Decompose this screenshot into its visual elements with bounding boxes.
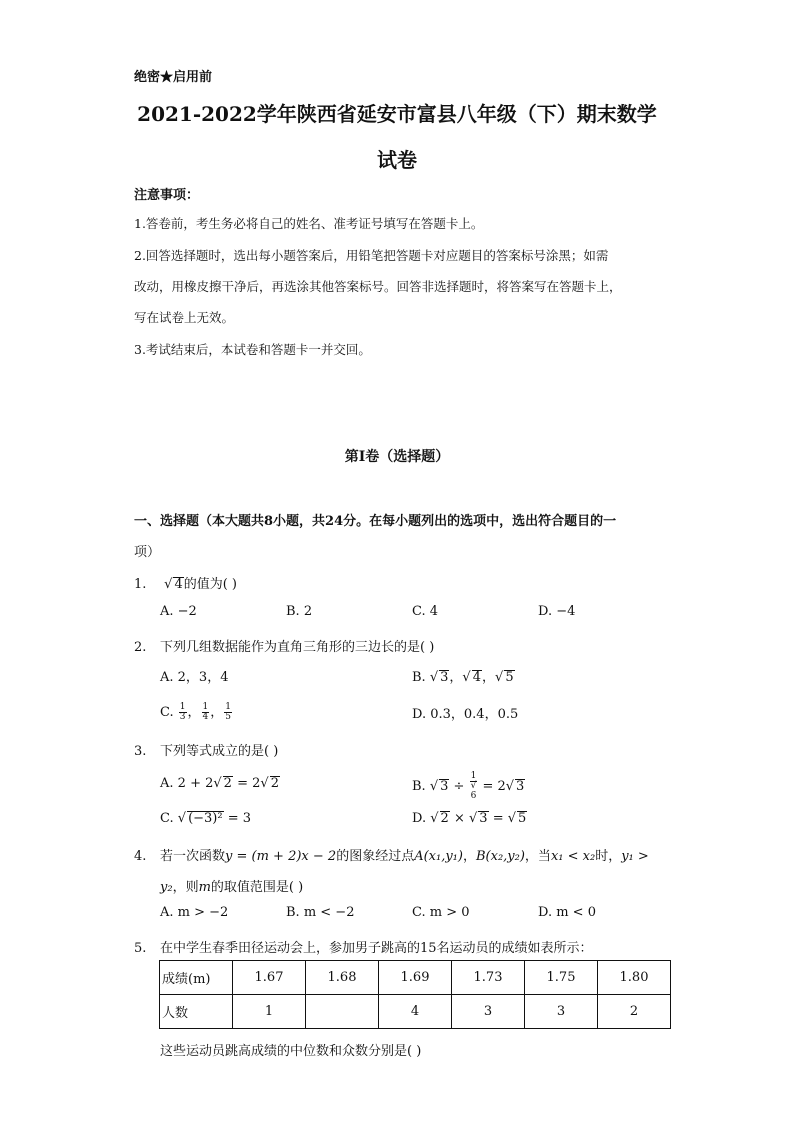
question-5	[134, 937, 593, 956]
expr: ×	[449, 811, 469, 826]
question-number: 1.	[134, 577, 147, 592]
math: y₂	[160, 880, 173, 895]
q4-option-c[interactable]: C. m > 0	[412, 905, 470, 920]
part-one-line-2: 项）	[134, 545, 161, 560]
table-cell: 1.73	[452, 961, 525, 995]
radicand: 3	[516, 779, 525, 795]
notice-line-3: 改动，用橡皮擦干净后，再选涂其他答案标号。回答非选择题时，将答案写在答题卡上，	[134, 279, 622, 294]
table-cell: 1.69	[379, 961, 452, 995]
radicand: 4	[472, 670, 481, 685]
table-cell: 1.67	[233, 961, 306, 995]
radicand: 2	[270, 776, 279, 791]
fraction: 1 √ 6	[470, 771, 477, 801]
q2-option-c[interactable]: C. $\frac{1}{3}$ ， $\frac{1}{4}$ ， $\frac{1}{5}$	[160, 701, 231, 722]
table-cell: 3	[525, 995, 598, 1029]
radicand: 3	[440, 670, 449, 685]
q3-option-d[interactable]: D. √ 2 × √ 3 = √ 5	[412, 811, 527, 826]
math: A(x₁,y₁)	[414, 849, 463, 864]
table-cell: 2	[598, 995, 671, 1029]
table-cell: 1.80	[598, 961, 671, 995]
notice-line-2: 2.回答选择题时，选出每小题答案后，用铅笔把答题卡对应题目的答案标号涂黑；如需	[134, 248, 609, 263]
option-label: A.	[160, 776, 174, 791]
question-5-prompt: 这些运动员跳高成绩的中位数和众数分别是( )	[160, 1044, 422, 1059]
math: y₁ >	[621, 849, 649, 864]
expr: = 2	[232, 776, 261, 791]
q4-option-a[interactable]: A. m > −2	[160, 905, 229, 920]
q4-option-d[interactable]: D. m < 0	[538, 905, 596, 920]
question-text: 下列几组数据能作为直角三角形的三边长的是( )	[160, 640, 435, 655]
text: ，	[462, 849, 476, 864]
q2-option-d[interactable]: D. 0.3，0.4，0.5	[412, 707, 519, 722]
table-header-cell: 人数	[160, 995, 233, 1029]
radicand: 3	[440, 779, 449, 795]
expr: 2 + 2	[177, 776, 214, 791]
notice-title: 注意事项：	[134, 188, 200, 203]
table-cell: 1	[233, 995, 306, 1029]
radicand: 5	[518, 811, 527, 826]
question-text: 的值为( )	[183, 577, 237, 592]
q1-option-c[interactable]: C. 4	[412, 604, 439, 619]
q1-option-b[interactable]: B. 2	[286, 604, 313, 619]
table-cell: 1.68	[306, 961, 379, 995]
notice-line-1: 1.答卷前，考生务必将自己的姓名、准考证号填写在答题卡上。	[134, 216, 484, 231]
expr: = 2	[478, 779, 506, 795]
radicand: 4	[174, 577, 183, 592]
radicand: 5	[505, 670, 514, 685]
text: ，则	[172, 880, 199, 895]
table-cell: 4	[379, 995, 452, 1029]
text: 的图象经过点	[336, 849, 415, 864]
math: x₁ < x₂	[550, 849, 596, 864]
table-row	[160, 961, 671, 995]
expr: =	[488, 811, 508, 826]
text: 若一次函数	[160, 849, 226, 864]
fraction: $\frac{1}{3}$	[179, 701, 186, 722]
question-4	[134, 845, 649, 864]
table-cell: 3	[452, 995, 525, 1029]
fraction: $\frac{1}{4}$	[202, 701, 209, 722]
question-number: 5.	[134, 941, 147, 956]
option-label: D.	[412, 811, 427, 826]
math: y = (m + 2)x − 2	[225, 849, 337, 864]
q2-option-a[interactable]: A. 2，3，4	[160, 670, 229, 685]
question-2	[134, 636, 434, 655]
exam-title-line2: 试卷	[377, 148, 417, 172]
expr: = 3	[223, 811, 252, 826]
question-text: 在中学生春季田径运动会上，参加男子跳高的15名运动员的成绩如表所示：	[160, 941, 593, 956]
question-number: 3.	[134, 744, 147, 759]
q4-option-b[interactable]: B. m < −2	[286, 905, 355, 920]
option-label: B.	[412, 779, 426, 795]
q1-option-d[interactable]: D. −4	[538, 604, 576, 619]
text: ，当	[524, 849, 551, 864]
notice-line-5: 3.考试结束后，本试卷和答题卡一并交回。	[134, 342, 371, 357]
notice-line-4: 写在试卷上无效。	[134, 310, 235, 325]
radicand: (−3)²	[188, 811, 223, 826]
table-cell	[306, 995, 379, 1029]
expr: ÷	[449, 779, 469, 795]
math: m	[198, 880, 211, 895]
option-label: B.	[412, 670, 426, 685]
option-label: C.	[160, 811, 174, 826]
score-table	[159, 960, 671, 1029]
question-3	[134, 740, 278, 759]
sqrt-symbol: √	[164, 577, 173, 592]
table-row	[160, 995, 671, 1029]
question-number: 4.	[134, 849, 147, 864]
q3-option-b[interactable]: B. √ 3 ÷ 1 √ 6 = 2√ 3	[412, 771, 525, 801]
q3-option-c[interactable]: C. √ (−3)² = 3	[160, 811, 252, 826]
question-text: 下列等式成立的是( )	[160, 744, 279, 759]
radicand: 2	[223, 776, 232, 791]
q2-option-b[interactable]: B. √ 3，√ 4，√ 5	[412, 670, 514, 685]
confidential-label: 绝密★启用前	[134, 70, 213, 85]
q3-option-a[interactable]: A. 2 + 2√ 2 = 2√ 2	[160, 776, 279, 791]
table-header-cell: 成绩(m)	[160, 961, 233, 995]
part-one-line-1: 一、选择题（本大题共8小题，共24分。在每小题列出的选项中，选出符合题目的一	[134, 514, 617, 529]
option-label: C.	[160, 705, 174, 720]
question-4-line-2	[160, 876, 303, 895]
question-1	[134, 573, 237, 592]
fraction: $\frac{1}{5}$	[225, 701, 231, 722]
text: 的取值范围是( )	[210, 880, 304, 895]
radicand: 2	[440, 811, 449, 826]
q1-option-a[interactable]: A. −2	[160, 604, 197, 619]
exam-title-line1: 2021-2022学年陕西省延安市富县八年级（下）期末数学	[137, 102, 657, 126]
table-cell: 1.75	[525, 961, 598, 995]
section-title: 第I卷（选择题）	[344, 449, 450, 465]
question-number: 2.	[134, 640, 147, 655]
text: 时，	[595, 849, 622, 864]
math: B(x₂,y₂)	[475, 849, 525, 864]
radicand: 3	[479, 811, 488, 826]
